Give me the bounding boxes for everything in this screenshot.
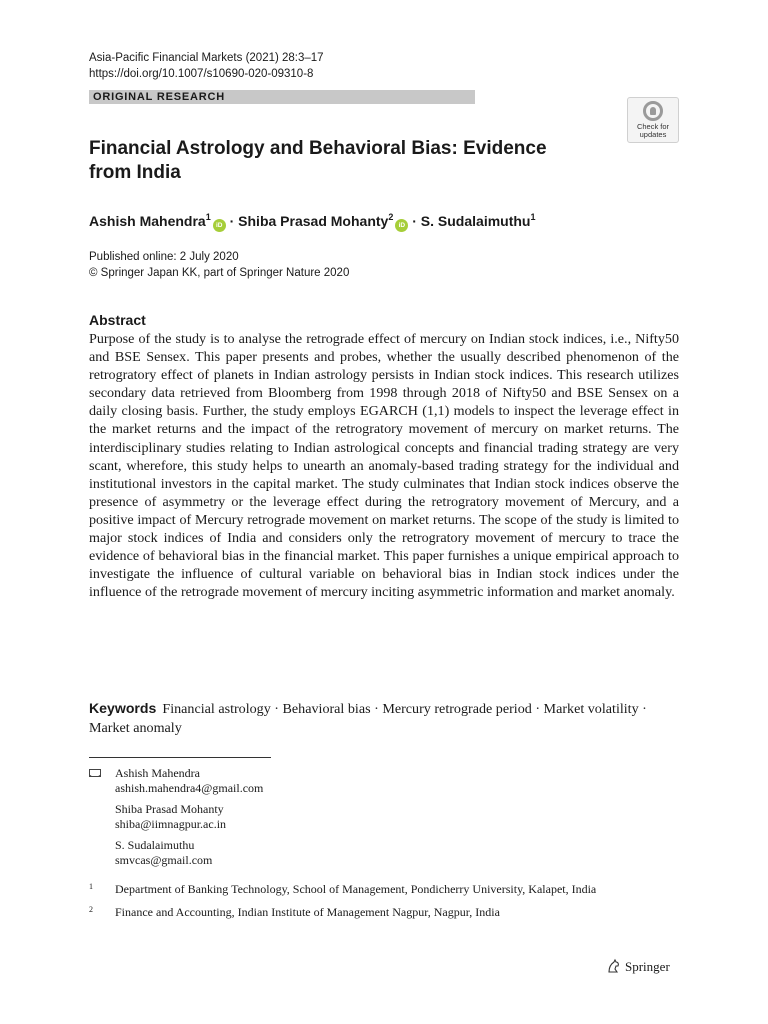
affiliation-item xyxy=(89,882,669,897)
contact-name: Shiba Prasad Mohanty xyxy=(115,802,224,816)
bookmark-icon xyxy=(643,101,663,121)
affiliations xyxy=(89,882,669,928)
footnote-divider xyxy=(89,757,271,758)
author-affil: 1 xyxy=(205,212,211,222)
author-affil: 2 xyxy=(388,212,394,222)
author-list xyxy=(89,208,689,232)
check-updates-line1: Check for xyxy=(636,122,670,131)
keywords-label: Keywords xyxy=(89,700,157,716)
author-name: Ashish Mahendra xyxy=(89,213,206,229)
author-affil: 1 xyxy=(530,212,536,222)
publication-info xyxy=(89,249,349,281)
publisher-name: Springer xyxy=(625,959,670,974)
abstract-heading: Abstract xyxy=(89,312,146,328)
journal-header xyxy=(89,50,324,82)
affiliation-item xyxy=(89,905,669,920)
contact-name: Ashish Mahendra xyxy=(115,766,200,780)
springer-horse-icon xyxy=(606,958,622,974)
orcid-icon[interactable]: iD xyxy=(213,219,226,232)
publisher-logo xyxy=(606,958,670,976)
keywords xyxy=(89,699,679,738)
affiliation-number: 2 xyxy=(89,905,93,914)
author-separator: · xyxy=(225,213,239,229)
corresponding-contacts xyxy=(89,766,263,874)
contact-email[interactable]: ashish.mahendra4@gmail.com xyxy=(115,781,264,795)
orcid-icon[interactable]: iD xyxy=(395,219,408,232)
check-for-updates-button[interactable] xyxy=(627,97,679,143)
author-separator: · xyxy=(408,213,421,229)
copyright-notice: © Springer Japan KK, part of Springer Nature 2020 xyxy=(89,267,350,279)
author-name: S. Sudalaimuthu xyxy=(420,213,531,229)
affiliation-number: 1 xyxy=(89,882,93,891)
contact-name: S. Sudalaimuthu xyxy=(115,838,195,852)
affiliation-text: Finance and Accounting, Indian Institute of Management Nagpur, Nagpur, India xyxy=(115,905,500,919)
check-updates-line2: updates xyxy=(639,130,667,139)
keywords-text: Financial astrology · Behavioral bias · Mercury retrograde period · Market volatility · Market anomaly xyxy=(89,701,647,736)
contact-email[interactable]: shiba@iimnagpur.ac.in xyxy=(115,817,227,831)
affiliation-text: Department of Banking Technology, School of Management, Pondicherry University, Kalapet, India xyxy=(115,882,597,896)
contact-entry xyxy=(89,802,263,832)
contact-entry xyxy=(89,838,263,868)
contact-email[interactable]: smvcas@gmail.com xyxy=(115,853,213,867)
section-label: ORIGINAL RESEARCH xyxy=(89,90,475,104)
article-title: Financial Astrology and Behavioral Bias: Evidence from India xyxy=(89,138,547,183)
abstract-text: Purpose of the study is to analyse the retrograde effect of mercury on Indian stock indices, i.e., Nifty50 and BSE Sensex. This paper presents and probes, whether the usually described phenomenon of the retrogratory effect of planets in Indian astrology persists in Indian stock indices. This research utilizes secondary data retrieved from Bloomberg from 1998 through 2018 of Nifty50 and BSE Sensex on a daily closing basis. Further, the study employs EGARCH (1,1) models to inspect the leverage effect in the market returns and the impact of the retrogratory movement of mercury on market returns. The interdisciplinary studies relating to Indian astrological concepts and financial trading strategy are very scant, wherefore, this study helps to unearth an anomaly-based trading strategy for the individual and institutional investors in the capital market. The study culminates that Indian stock indices observe the presence of asymmetry or the leverage effect during the retrogratory movement of Mercury, and a positive impact of Mercury retrograde movement on market returns. The scope of the study is limited to major stock indices of India and considers only the retrogratory movement of mercury to trace the evidence of behavioral bias in the financial market. This paper furnishes a unique empirical approach to investigate the influence of cultural variable on behavioral bias in Indian stock indices under the influence of the retrograde movement of mercury inciting asymmetric information and market anomaly. xyxy=(89,331,679,601)
author-name: Shiba Prasad Mohanty xyxy=(238,213,389,229)
doi-link[interactable]: https://doi.org/10.1007/s10690-020-09310-8 xyxy=(89,68,314,80)
published-date: Published online: 2 July 2020 xyxy=(89,251,239,263)
journal-citation: Asia-Pacific Financial Markets (2021) 28:3–17 xyxy=(89,52,324,64)
contact-entry xyxy=(89,766,263,796)
envelope-icon xyxy=(89,769,101,777)
